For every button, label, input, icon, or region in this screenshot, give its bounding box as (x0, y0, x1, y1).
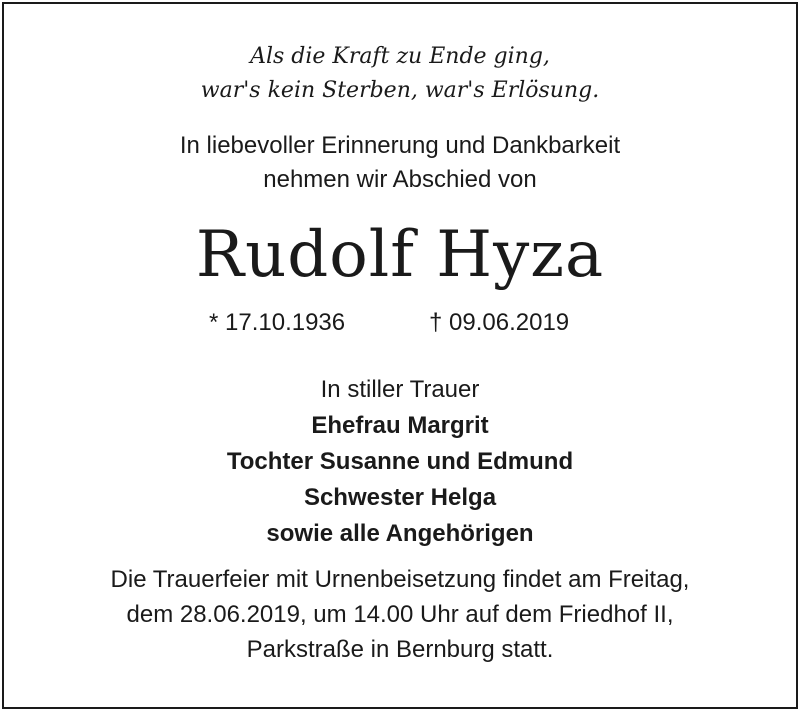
mourner-1: Ehefrau Margrit (311, 412, 489, 439)
service-line-3: Parkstraße in Bernburg statt. (246, 636, 554, 663)
verse-line-2: war's kein Sterben, war's Erlösung. (200, 78, 600, 103)
life-dates (4, 309, 796, 345)
service-line-1: Die Trauerfeier mit Urnenbeisetzung findet am Freitag, (110, 566, 690, 593)
obituary-frame (2, 2, 798, 709)
deceased-name: Rudolf Hyza (195, 218, 605, 292)
birth-date: * 17.10.1936 (209, 309, 346, 336)
mourner-2: Tochter Susanne und Edmund (226, 448, 574, 475)
verse-line-1: Als die Kraft zu Ende ging, (250, 44, 550, 69)
intro-line-2: nehmen wir Abschied von (263, 166, 537, 193)
service-line-2: dem 28.06.2019, um 14.00 Uhr auf dem Friedhof II, (126, 601, 674, 628)
mourning-heading: In stiller Trauer (320, 376, 480, 403)
death-date: † 09.06.2019 (429, 309, 570, 336)
intro-line-1: In liebevoller Erinnerung und Dankbarkeit (179, 132, 621, 159)
mourner-3: Schwester Helga (303, 484, 497, 511)
mourner-4: sowie alle Angehörigen (266, 520, 534, 547)
